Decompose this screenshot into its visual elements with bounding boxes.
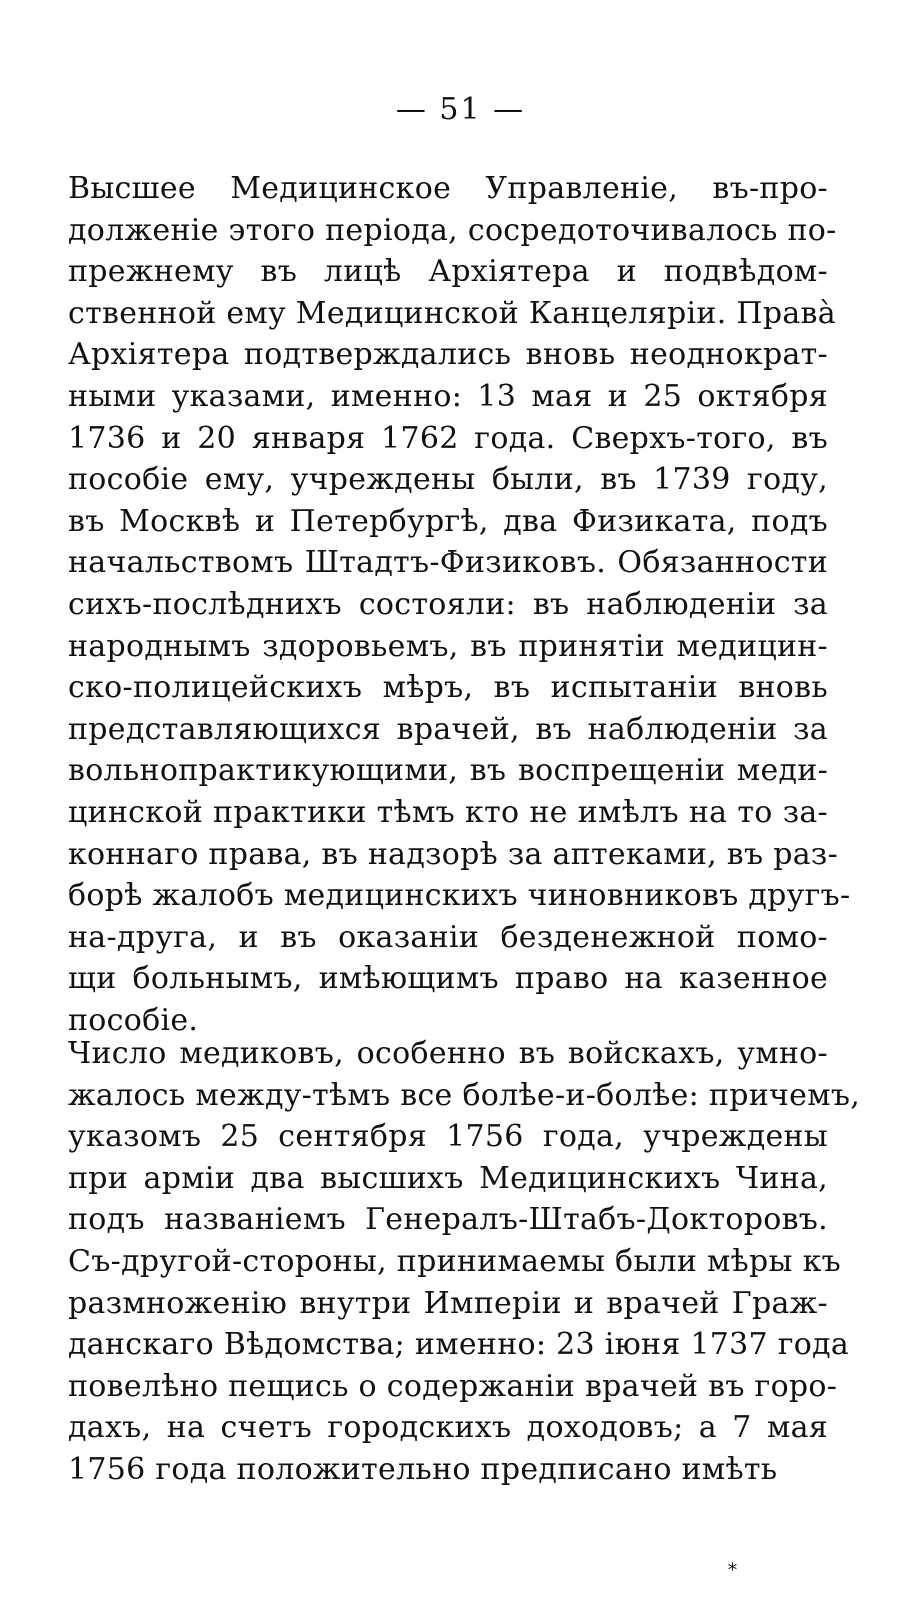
text-line: указомъ 25 сентября 1756 года, учреждены [68, 1119, 828, 1155]
signature-mark: * [728, 1560, 737, 1581]
text-line: пособіе ему, учреждены были, въ 1739 году, [68, 462, 828, 498]
paragraph-1 [68, 168, 851, 1041]
text-line: борѣ жалобъ медицинскихъ чиновниковъ другъ- [68, 878, 851, 914]
text-line: подъ названіемъ Генералъ-Штабъ-Докторовъ. [68, 1202, 828, 1238]
paragraph-2 [68, 1033, 861, 1491]
text-line: 1736 и 20 января 1762 года. Сверхъ-того, въ [68, 420, 828, 456]
text-line: размноженію внутри Имперіи и врачей Граж- [68, 1285, 828, 1321]
text-line: цинской практики тѣмъ кто не имѣлъ на то за- [68, 794, 828, 830]
text-line: пособіе. [68, 1002, 199, 1038]
text-line: Число медиковъ, особенно въ войскахъ, умно- [68, 1036, 828, 1071]
text-line: ско-полицейскихъ мѣръ, въ испытаніи вновь [68, 670, 828, 706]
text-line: 1756 года положительно предписано имѣть [68, 1451, 778, 1487]
text-line: въ Москвѣ и Петербургѣ, два Физиката, подъ [68, 503, 828, 539]
text-line: данскаго Вѣдомства; именно: 23 іюня 1737 года [68, 1327, 850, 1363]
text-line: начальствомъ Штадтъ-Физиковъ. Обязанности [68, 545, 828, 581]
page-number: — 51 — [395, 92, 526, 127]
text-line: коннаго права, въ надзорѣ за аптеками, въ раз- [68, 836, 839, 872]
text-line: дахъ, на счетъ городскихъ доходовъ; а 7 мая [68, 1410, 828, 1446]
text-line: представляющихся врачей, въ наблюденіи за [68, 711, 828, 747]
text-line: прежнему въ лицѣ Архіятера и подвѣдом- [68, 254, 828, 290]
text-line: щи больнымъ, имѣющимъ право на казенное [68, 961, 828, 997]
text-line: на-друга, и въ оказаніи безденежной помо- [68, 919, 828, 955]
text-line: повелѣно пещись о содержаніи врачей въ горо- [68, 1368, 838, 1404]
text-line: долженіе этого періода, сосредоточивалось по- [68, 212, 837, 248]
text-line: вольнопрактикующими, въ воспрещеніи меди- [68, 753, 828, 789]
text-line: сихъ-послѣднихъ состояли: въ наблюденіи за [68, 586, 828, 622]
text-line: при арміи два высшихъ Медицинскихъ Чина, [68, 1160, 828, 1196]
text-line: ными указами, именно: 13 мая и 25 октября [68, 378, 828, 414]
text-line: Съ-другой-стороны, принимаемы были мѣры къ [68, 1243, 841, 1279]
text-line: жалось между-тѣмъ все болѣе-и-болѣе: причемъ, [68, 1077, 861, 1113]
text-line: Высшее Медицинское Управленіе, въ-про- [68, 171, 828, 206]
text-line: ственной ему Медицинской Канцеляріи. Правà [68, 295, 836, 331]
text-line: Архіятера подтверждались вновь неоднократ- [68, 337, 828, 373]
text-line: народнымъ здоровьемъ, въ принятіи медицин- [68, 628, 828, 664]
